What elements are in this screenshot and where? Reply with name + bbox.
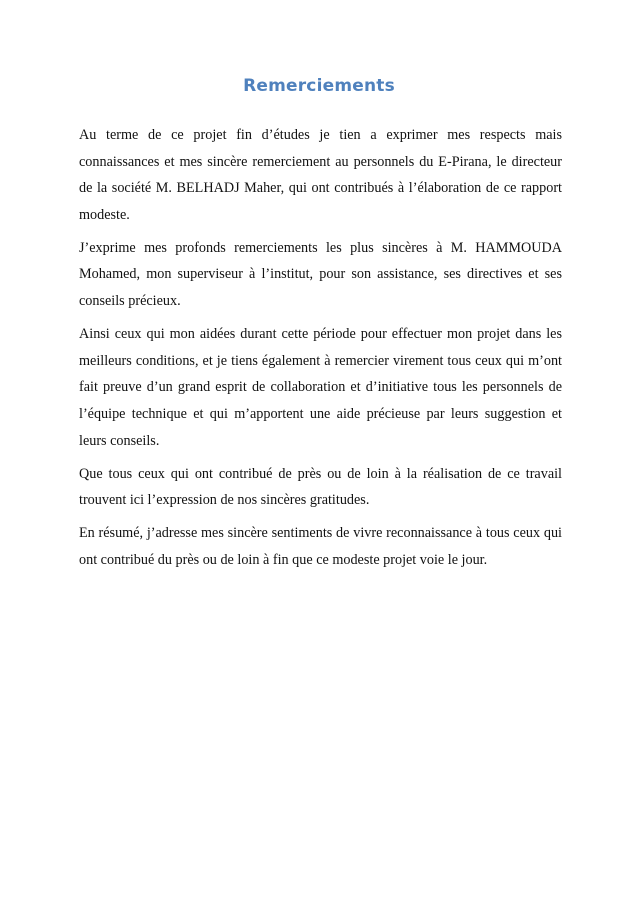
page-title: Remerciements — [243, 76, 395, 96]
document-body — [79, 122, 562, 580]
paragraph-1: Au terme de ce projet fin d’études je tien a exprimer mes respects mais connaissances et mes sincère remerciement au personnels du E-Pirana, le directeur de la société M. BELHADJ Maher, qui ont contribués à l’élaboration de ce rapport modeste. — [79, 127, 562, 223]
paragraph-5: En résumé, j’adresse mes sincère sentiments de vivre reconnaissance à tous ceux qui ont contribué du près ou de loin à fin que ce modeste projet voie le jour. — [79, 525, 562, 568]
paragraph-2: J’exprime mes profonds remerciements les plus sincères à M. HAMMOUDA Mohamed, mon superviseur à l’institut, pour son assistance, ses directives et ses conseils précieux. — [79, 239, 562, 310]
paragraph-4: Que tous ceux qui ont contribué de près ou de loin à la réalisation de ce travail trouvent ici l’expression de nos sincères gratitudes. — [79, 465, 562, 509]
paragraph-3: Ainsi ceux qui mon aidées durant cette période pour effectuer mon projet dans les meilleurs conditions, et je tiens également à remercier virement tous ceux qui m’ont fait preuve d’un grand esprit de collaboration et d’initiative tous les personnels de l’équipe technique et qui m’apportent une aide précieuse par leurs suggestion et leurs conseils. — [79, 326, 562, 449]
